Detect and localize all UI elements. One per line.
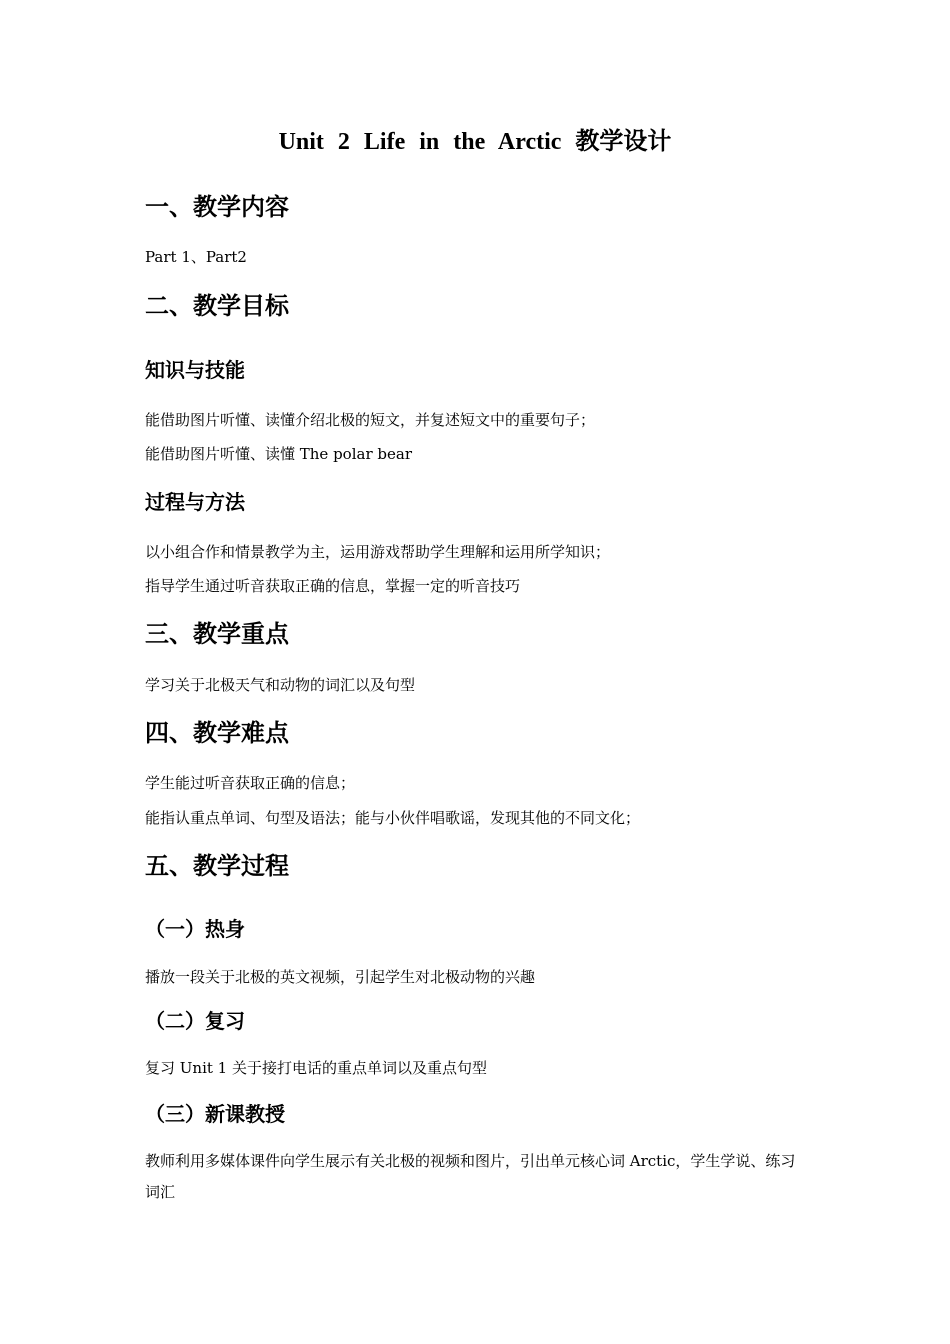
review-text: 复习 Unit 1 关于接打电话的重点单词以及重点句型 <box>145 1059 487 1077</box>
difficulties-line-1: 学生能过听音获取正确的信息； <box>145 774 356 792</box>
subheading-warmup: （一）热身 <box>145 917 245 941</box>
subheading-knowledge-skills: 知识与技能 <box>145 358 245 382</box>
difficulties-line-2: 能指认重点单词、句型及语法；能与小伙伴唱歌谣，发现其他的不同文化； <box>145 809 641 827</box>
section-heading-key-points: 三、教学重点 <box>145 620 289 648</box>
warmup-text: 播放一段关于北极的英文视频，引起学生对北极动物的兴趣 <box>145 968 536 986</box>
subheading-review: （二）复习 <box>145 1009 245 1033</box>
new-lesson-text: 教师利用多媒体课件向学生展示有关北极的视频和图片，引出单元核心词 Arctic，学生学说、练习词汇 <box>145 1152 796 1201</box>
section-heading-content: 一、教学内容 <box>145 193 289 221</box>
knowledge-line-1: 能借助图片听懂、读懂介绍北极的短文，并复述短文中的重要句子； <box>145 411 596 429</box>
knowledge-line-2: 能借助图片听懂、读懂 The polar bear <box>145 445 412 463</box>
subheading-process-methods: 过程与方法 <box>145 490 245 514</box>
subheading-new-lesson: （三）新课教授 <box>145 1102 285 1126</box>
section-heading-difficulties: 四、教学难点 <box>145 719 289 747</box>
process-line-1: 以小组合作和情景教学为主，运用游戏帮助学生理解和运用所学知识； <box>145 543 611 561</box>
content-text: Part 1、Part2 <box>145 248 247 266</box>
key-points-text: 学习关于北极天气和动物的词汇以及句型 <box>145 676 416 694</box>
document-title: Unit 2 Life in the Arctic 教学设计 <box>278 129 672 155</box>
section-heading-objectives: 二、教学目标 <box>145 292 289 320</box>
process-line-2: 指导学生通过听音获取正确的信息，掌握一定的听音技巧 <box>145 577 521 595</box>
section-heading-procedure: 五、教学过程 <box>145 852 289 880</box>
